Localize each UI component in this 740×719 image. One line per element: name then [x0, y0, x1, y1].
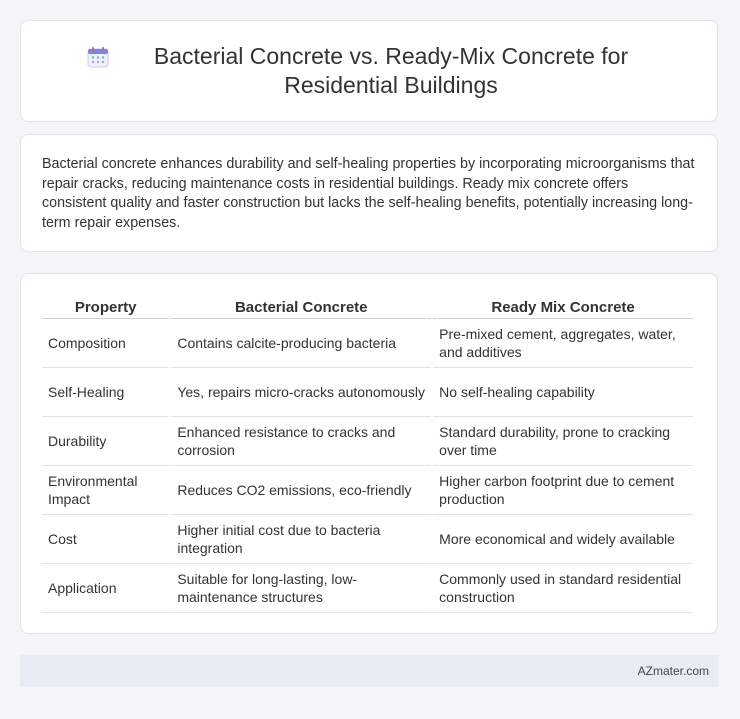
cell-bacterial: Suitable for long-lasting, low-maintenance structures	[171, 564, 431, 613]
header-bacterial-concrete: Bacterial Concrete	[171, 296, 431, 319]
cell-property: Application	[42, 564, 169, 613]
summary-text: Bacterial concrete enhances durability and self-healing properties by incorporating microorganisms that repair cracks, reducing maintenance costs in residential buildings. Ready mix concrete offers consistent quality and faster construction but lacks the self-healing benefits, potentially increasing long-term repair expenses.	[42, 156, 695, 231]
table-row	[42, 417, 693, 466]
footer	[20, 655, 718, 687]
header-property: Property	[42, 296, 169, 319]
cell-property: Self-Healing	[42, 368, 169, 417]
cell-property: Durability	[42, 417, 169, 466]
table-row	[42, 515, 693, 564]
calendar-icon	[87, 46, 109, 68]
comparison-card	[20, 273, 718, 634]
table-row	[42, 466, 693, 515]
cell-bacterial: Higher initial cost due to bacteria integration	[171, 515, 431, 564]
summary-card	[20, 134, 718, 252]
cell-ready-mix: Pre-mixed cement, aggregates, water, and additives	[433, 319, 693, 368]
title-card	[20, 20, 718, 122]
table-row	[42, 368, 693, 417]
page-title: Bacterial Concrete vs. Ready-Mix Concrete for Residential Buildings	[153, 43, 629, 98]
cell-bacterial: Reduces CO2 emissions, eco-friendly	[171, 466, 431, 515]
table-row	[42, 564, 693, 613]
comparison-table	[40, 296, 695, 613]
cell-ready-mix: No self-healing capability	[433, 368, 693, 417]
cell-bacterial: Contains calcite-producing bacteria	[171, 319, 431, 368]
table-row	[42, 319, 693, 368]
title-wrap	[87, 42, 651, 100]
cell-ready-mix: Standard durability, prone to cracking over time	[433, 417, 693, 466]
table-header-row	[42, 296, 693, 319]
cell-bacterial: Yes, repairs micro-cracks autonomously	[171, 368, 431, 417]
cell-ready-mix: Commonly used in standard residential construction	[433, 564, 693, 613]
cell-ready-mix: More economical and widely available	[433, 515, 693, 564]
footer-site-label: AZmater.com	[637, 664, 709, 678]
cell-bacterial: Enhanced resistance to cracks and corrosion	[171, 417, 431, 466]
cell-property: Cost	[42, 515, 169, 564]
header-ready-mix-concrete: Ready Mix Concrete	[433, 296, 693, 319]
cell-ready-mix: Higher carbon footprint due to cement production	[433, 466, 693, 515]
cell-property: Environmental Impact	[42, 466, 169, 515]
cell-property: Composition	[42, 319, 169, 368]
